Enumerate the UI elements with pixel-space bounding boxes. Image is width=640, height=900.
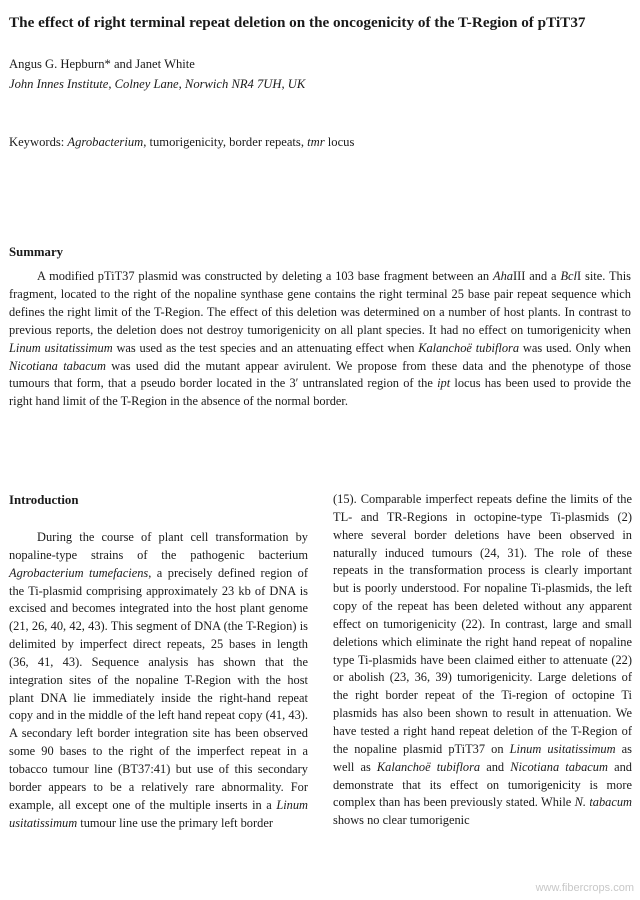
summary-italic: Linum usitatissimum [9, 340, 113, 355]
summary-italic: Bcl [560, 269, 577, 283]
summary-text: locus has been used to provide the right hand limit of the T-Region in the absence of the normal border. [9, 376, 631, 409]
introduction-left-column [9, 529, 308, 832]
intro-italic: N. tabacum [574, 795, 632, 810]
summary-italic: Aha [493, 269, 513, 283]
summary-paragraph [9, 268, 631, 411]
summary-text: was used as the test species and an attenuating effect when [112, 340, 419, 355]
author-affiliation: John Innes Institute, Colney Lane, Norwich NR4 7UH, UK [9, 77, 306, 91]
introduction-right-column [333, 491, 632, 830]
intro-text: (15). Comparable imperfect repeats define the limits of the TL- and TR-Regions in octopine-type Ti-plasmids (2) where several border deletions have been observed in naturally induced tumours (24, 31). The role of these repeats in the transformation process is clearly important but is poorly understood. For nopaline Ti-plasmids, the left copy of the repeat has been deleted without any apparent effect on tumorigenicity (22). In contrast, large and small deletions which eliminate the right hand repeat of nopaline type Ti-plasmids have been claimed either to attenuate (22) or abolish (23, 36, 39) tumorigenicity. Large deletions of the right border repeat of the Ti-region of octopine Ti plasmids has also been shown to result in attenuation. We have tested a right hand repeat deletion of the T-Region of the nopaline plasmid pTiT37 on [333, 492, 632, 756]
paper-title: The effect of right terminal repeat deletion on the oncogenicity of the T-Region of pTiT37 [9, 14, 586, 31]
summary-italic: Nicotiana tabacum [9, 358, 106, 373]
intro-text: as well as [333, 741, 632, 774]
summary-heading: Summary [9, 245, 64, 259]
keywords-label: Keywords: [9, 135, 65, 149]
intro-text: , a precisely defined region of the Ti-plasmid comprising approximately 23 kb of DNA is excised and becomes integrated into the host plant genome (21, 26, 40, 42, 43). This segment of DNA (the T-Region) is delimited by imperfect direct repeats, 25 bases in length (36, 41, 43). Sequence analysis has shown that the integration sites of the nopaline T-Region with the host plant DNA lie immediately inside the right-hand repeat copy and in the middle of the left hand repeat copy (41, 43). A secondary left border integration site has been observed some 90 bases to the right of the imperfect repeat in a tobacco tumour line (BT37:41) but use of this secondary border appears to be a relatively rare abnormality. For example, all except one of the multiple inserts in a [9, 565, 309, 812]
intro-text: and [480, 759, 511, 774]
intro-italic: Linum usitatissimum [509, 741, 616, 756]
intro-italic: Nicotiana tabacum [510, 759, 608, 774]
site-watermark: www.fibercrops.com [535, 882, 634, 894]
summary-text: I site. This fragment, located to the right of the nopaline synthase gene contains the right terminal 25 base pair repeat sequence which defines the right limit of the T-Region. The effect of this deletion was determined on a number of host plants. In contrast to previous reports, the deletion does not destroy tumorigenicity on all plant species. It had no effect on tumorigenicity when [9, 269, 631, 337]
keywords-line [9, 134, 354, 150]
keyword-italic: Agrobacterium [67, 135, 144, 149]
author-list: Angus G. Hepburn* and Janet White [9, 57, 195, 71]
intro-italic: Linum usitatissimum [9, 797, 308, 830]
intro-italic: Agrobacterium tumefaciens [9, 565, 149, 580]
keywords-text: , tumorigenicity, border repeats, [143, 135, 308, 149]
summary-italic: ipt [437, 376, 451, 391]
intro-text: and demonstrate that its effect on tumorigenicity is more complex than has been previously stated. While [333, 759, 632, 810]
summary-text: A modified pTiT37 plasmid was constructed by deleting a 103 base fragment between an [37, 269, 494, 283]
keywords-text: locus [324, 135, 355, 149]
keyword-italic: tmr [307, 135, 325, 149]
intro-italic: Kalanchoë tubiflora [376, 759, 481, 774]
intro-text: During the course of plant cell transformation by nopaline-type strains of the pathogenic bacterium [9, 530, 308, 562]
intro-text: shows no clear tumorigenic [333, 813, 470, 828]
summary-italic: Kalanchoë tubiflora [418, 340, 520, 355]
summary-text: was used. Only when [519, 340, 632, 355]
intro-text: tumour line use the primary left border [77, 815, 273, 830]
summary-text: III and a [512, 269, 561, 283]
summary-text: was used did the mutant appear avirulent. We propose from these data and the phenotype of those tumours that form, that a pseudo border located in the 3′ untranslated region of the [9, 358, 631, 391]
introduction-heading: Introduction [9, 493, 79, 507]
